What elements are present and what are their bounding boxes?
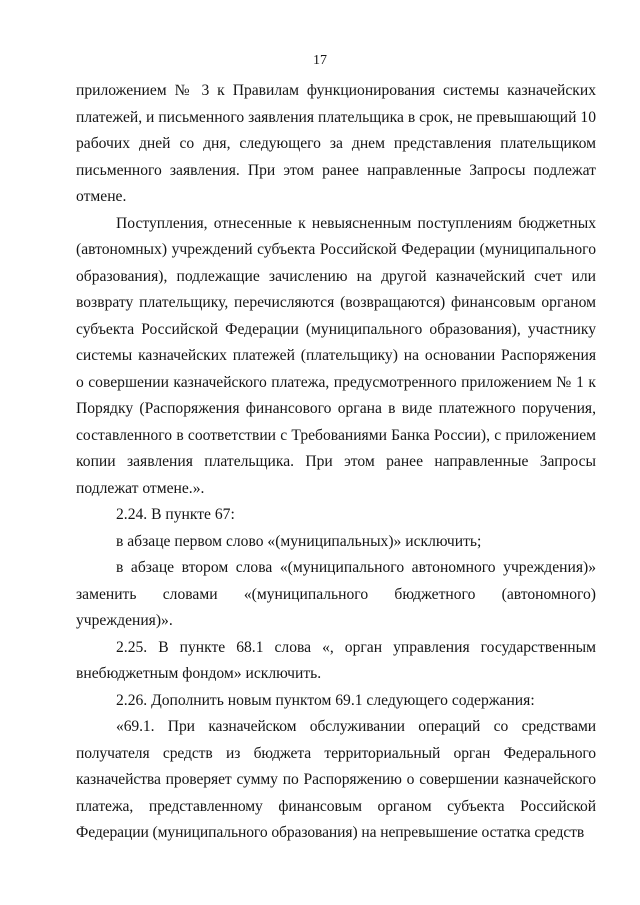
paragraph-item-2-25: 2.25. В пункте 68.1 слова «, орган управления государственным внебюджетным фондом» исключить.: [76, 638, 596, 682]
paragraph-first-subparagraph: в абзаце первом слово «(муниципальных)» исключить;: [116, 532, 482, 550]
page-number: 17: [313, 53, 327, 68]
paragraph-item-69-1: «69.1. При казначейском обслуживании операций со средствами получателя средств из бюджета территориальный орган Федерального казначейства проверяет сумму по Распоряжению о совершении казначейского платежа, представленному финансовым органом субъекта Российской Федерации (муниципального образования) на непревышение остатка средств: [76, 718, 596, 841]
paragraph-item-2-24: 2.24. В пункте 67:: [116, 506, 235, 523]
document-body: [76, 78, 596, 847]
paragraph-unclear-receipts: Поступления, отнесенные к невыясненным поступлениям бюджетных (автономных) учреждений субъекта Российской Федерации (муниципального образования), подлежащие зачислению на другой казначейский счет или возврату плательщику, перечисляются (возвращаются) финансовым органом субъекта Российской Федерации (муниципального образования), участнику системы казначейских платежей (плательщику) на основании Распоряжения о совершении казначейского платежа, предусмотренного приложением № 1 к Порядку (Распоряжения финансового органа в виде платежного поручения, составленного в соответствии с Требованиями Банка России), с приложением копии заявления плательщика. При этом ранее направленные Запросы подлежат отмене.».: [76, 214, 596, 497]
paragraph-item-2-26: 2.26. Дополнить новым пунктом 69.1 следующего содержания:: [116, 691, 535, 709]
paragraph-second-subparagraph: в абзаце втором слова «(муниципального автономного учреждения)» заменить словами «(муниципального бюджетного (автономного) учреждения)».: [76, 559, 596, 629]
paragraph-continuation: приложением № 3 к Правилам функционирования системы казначейских платежей, и письменного заявления плательщика в срок, не превышающий 10 рабочих дней со дня, следующего за днем представления плательщиком письменного заявления. При этом ранее направленные Запросы подлежат отмене.: [76, 82, 596, 205]
